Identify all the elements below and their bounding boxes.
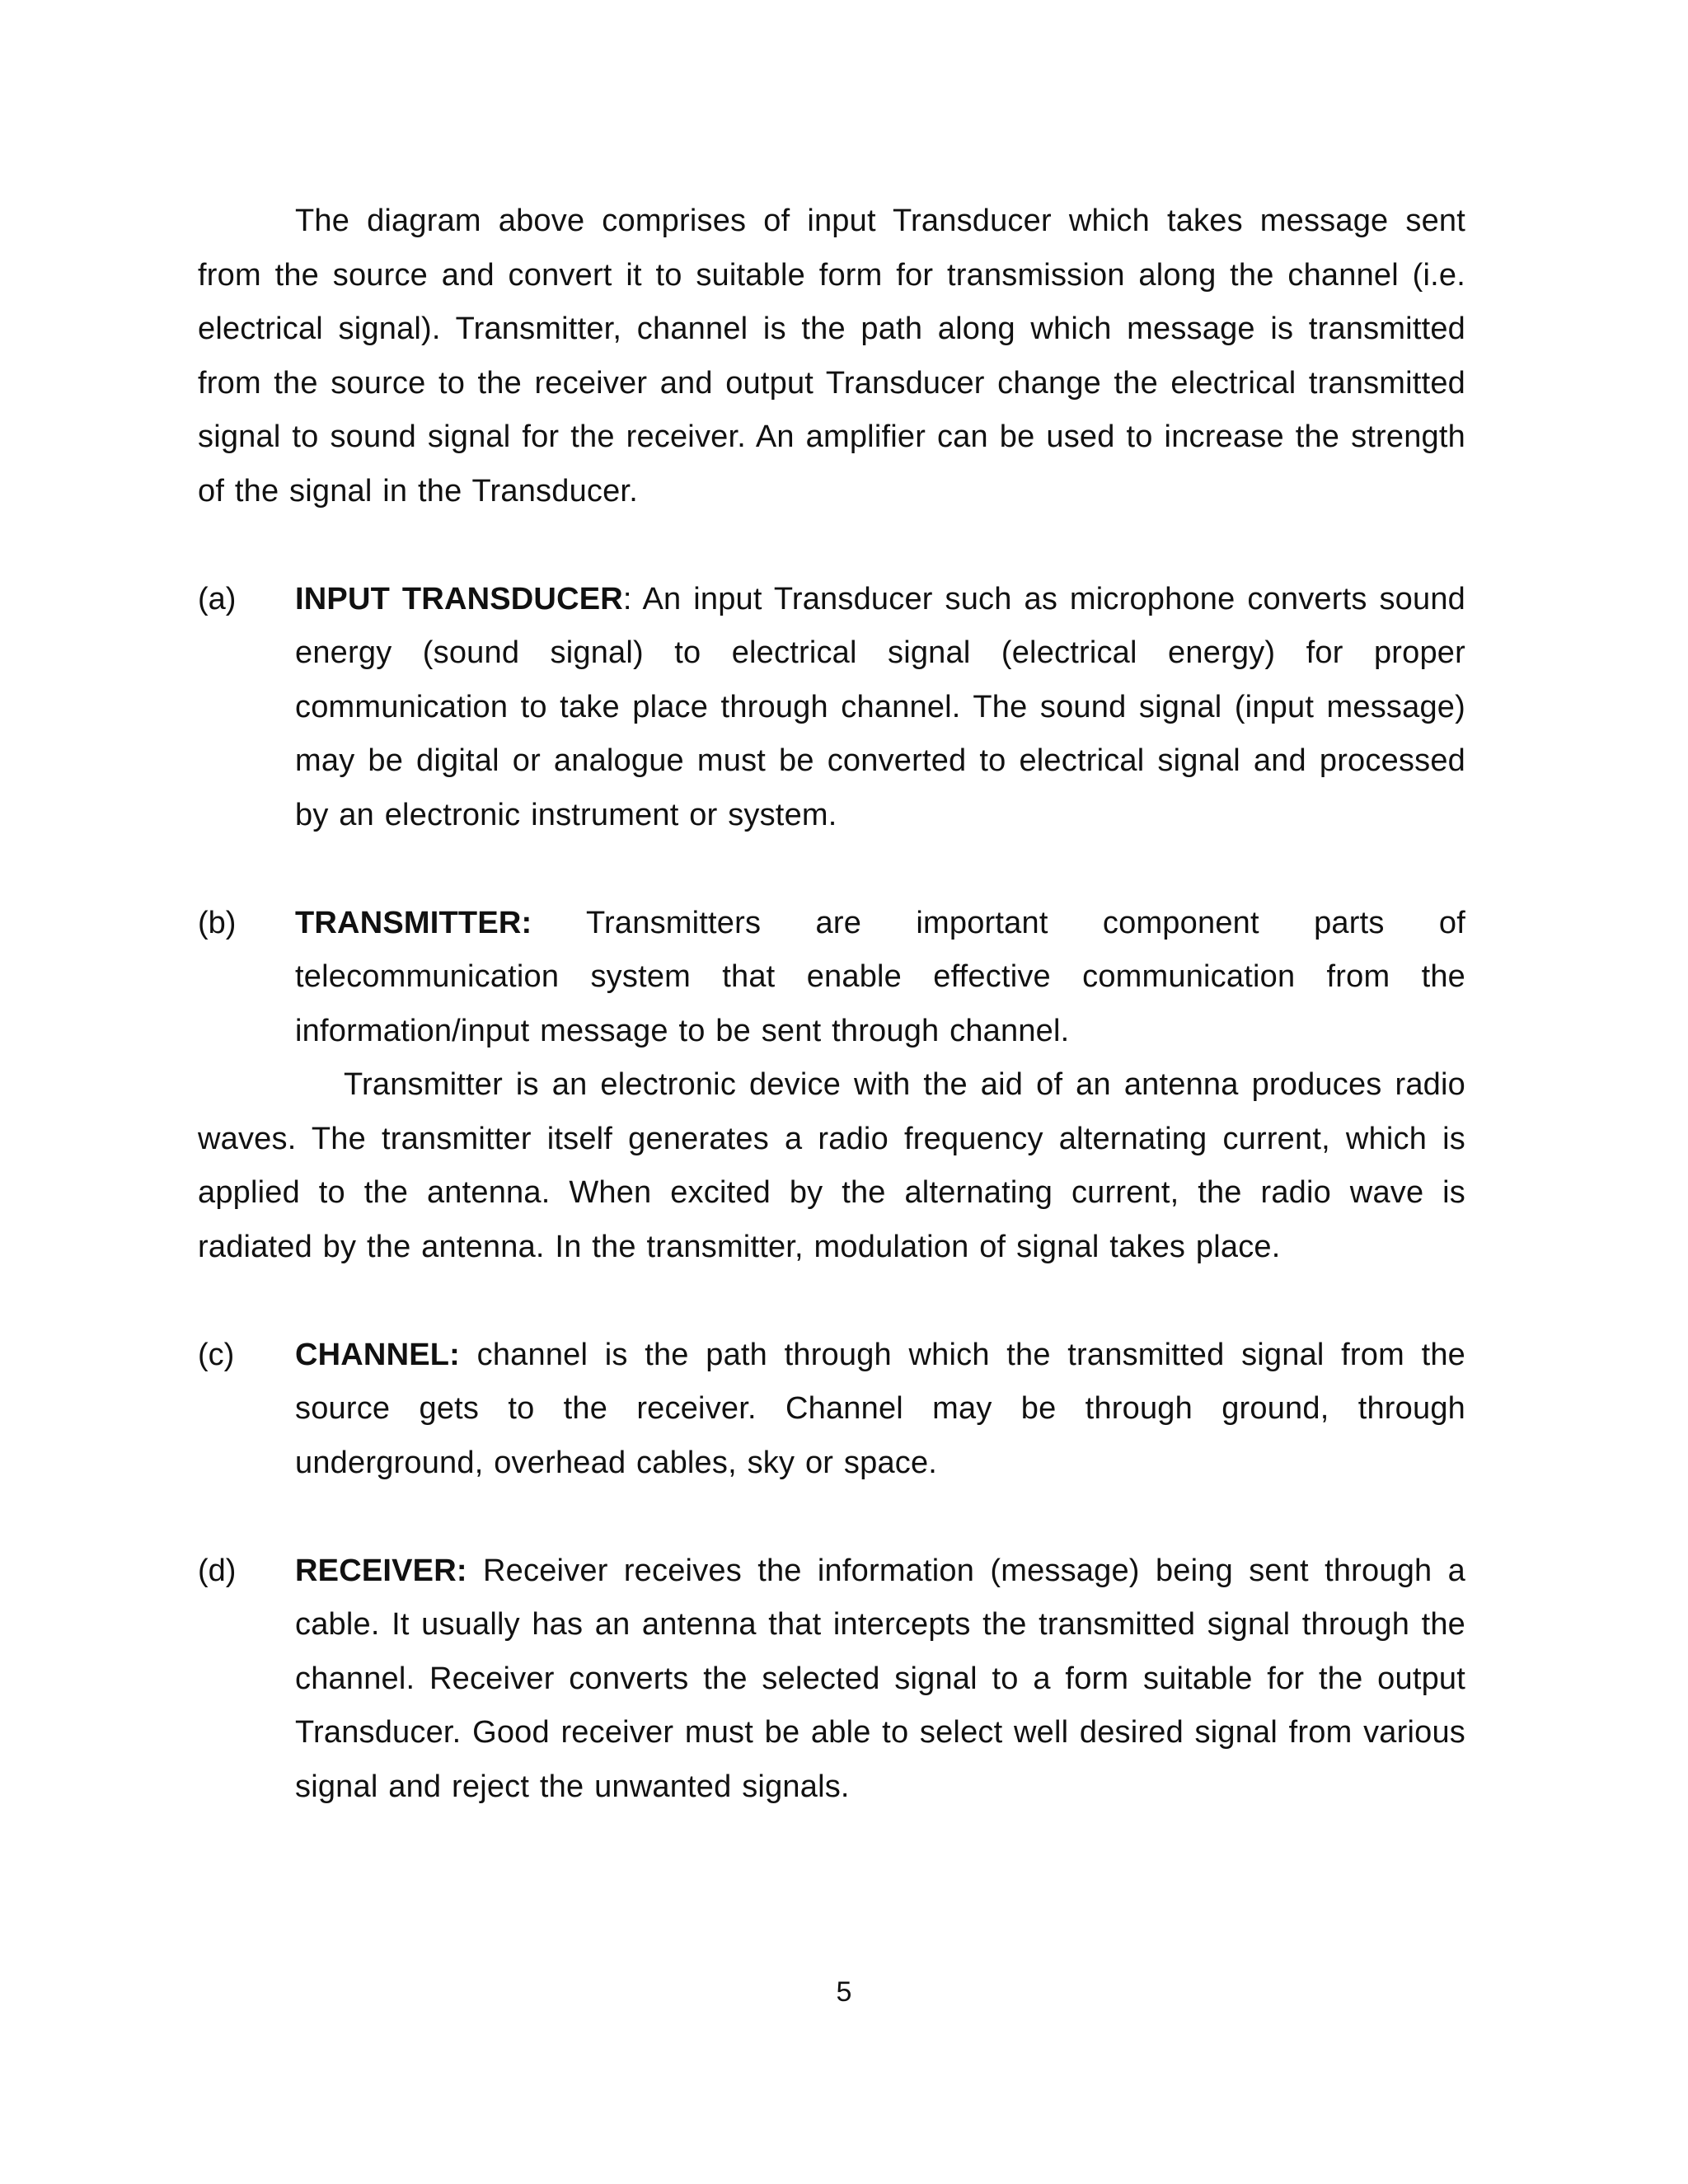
list-body bbox=[295, 573, 1465, 843]
list-item-input-transducer bbox=[198, 573, 1465, 843]
term-description: Receiver receives the information (message) being sent through a cable. It usually has an antenna that intercepts the transmitted signal through the channel. Receiver converts the selected signal to a form suitable for the output Transducer. Good receiver must be able to select well desired signal from various signal and reject the unwanted signals. bbox=[295, 1553, 1465, 1804]
page-content bbox=[198, 194, 1465, 1814]
term-heading: CHANNEL: bbox=[295, 1337, 461, 1372]
list-label: (c) bbox=[198, 1337, 235, 1372]
transmitter-detail-paragraph: Transmitter is an electronic device with the aid of an antenna produces radio waves. The transmitter itself generates a radio frequency alternating current, which is applied to the antenna. When excited by the alternating current, the radio wave is radiated by the antenna. In the transmitter, modulation of signal takes place. bbox=[198, 1067, 1465, 1264]
page-number: 5 bbox=[836, 1976, 852, 2008]
list-body bbox=[295, 897, 1465, 1059]
term-separator: : bbox=[622, 581, 643, 616]
term-description: Transmitters are important component parts of telecommunication system that enable effective communication from the information/input message to be sent through channel. bbox=[295, 905, 1465, 1048]
term-separator bbox=[460, 1338, 477, 1372]
paragraph-gap bbox=[198, 518, 1465, 573]
term-heading: TRANSMITTER: bbox=[295, 905, 532, 940]
list-body bbox=[295, 1329, 1465, 1491]
term-heading: RECEIVER: bbox=[295, 1553, 467, 1588]
list-label: (a) bbox=[198, 581, 237, 616]
list-label: (b) bbox=[198, 905, 237, 940]
paragraph-gap bbox=[198, 1490, 1465, 1544]
paragraph-gap bbox=[198, 1274, 1465, 1329]
term-separator bbox=[532, 906, 586, 940]
list-body bbox=[295, 1544, 1465, 1815]
term-heading: INPUT TRANSDUCER bbox=[295, 581, 623, 616]
paragraph-gap bbox=[198, 842, 1465, 897]
list-label: (d) bbox=[198, 1553, 237, 1588]
list-item-channel bbox=[198, 1329, 1465, 1491]
term-description: channel is the path through which the transmitted signal from the source gets to the receiver. Channel may be through ground, through underground, overhead cables, sky or space. bbox=[295, 1337, 1465, 1480]
list-item-transmitter bbox=[198, 897, 1465, 1059]
term-separator bbox=[467, 1554, 483, 1588]
term-description: An input Transducer such as microphone converts sound energy (sound signal) to electrical signal (electrical energy) for proper communication to take place through channel. The sound signal (input message) may be digital or analogue must be converted to electrical signal and processed by an electronic instrument or system. bbox=[295, 581, 1465, 832]
list-item-receiver bbox=[198, 1544, 1465, 1815]
intro-paragraph: The diagram above comprises of input Transducer which takes message sent from the source and convert it to suitable form for transmission along the channel (i.e. electrical signal). Transmitter, channel is the path along which message is transmitted from the source to the receiver and output Transducer change the electrical transmitted signal to sound signal for the receiver. An amplifier can be used to increase the strength of the signal in the Transducer. bbox=[198, 204, 1465, 509]
